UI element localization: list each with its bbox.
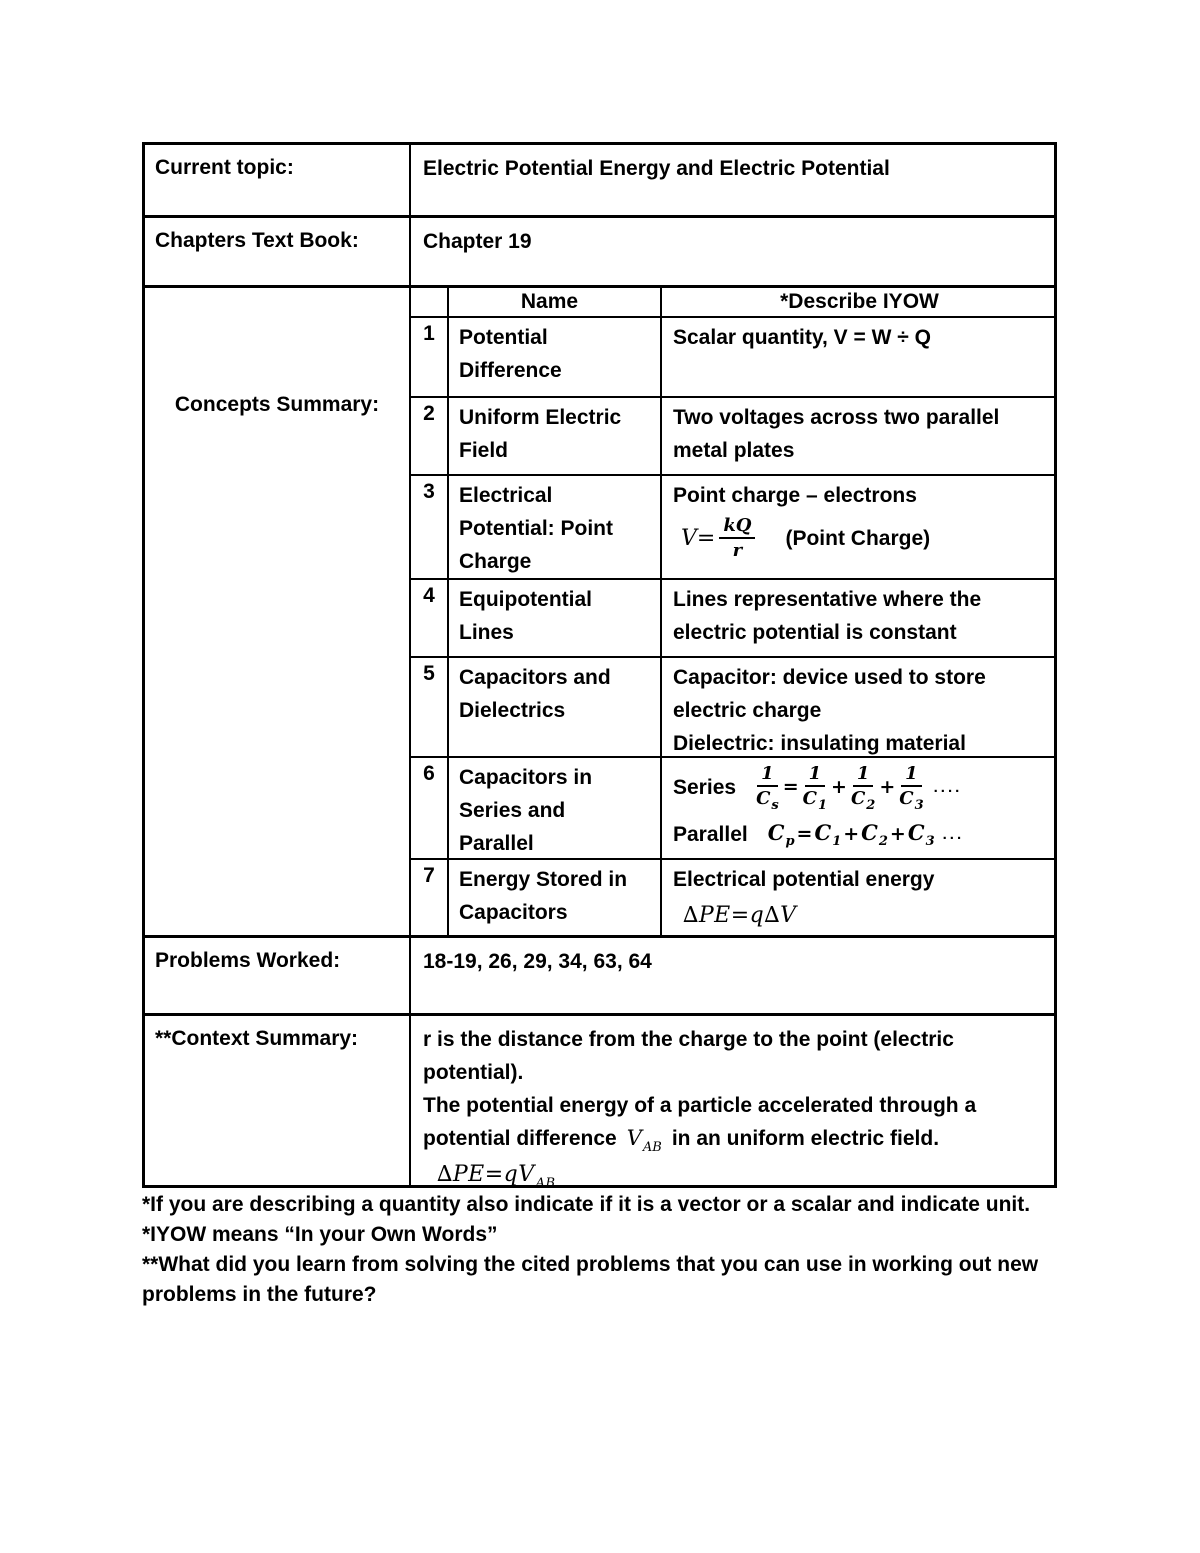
concept-number: 2 [423, 402, 435, 425]
concept-row-6 [411, 756, 1054, 858]
concept-row-2 [411, 396, 1054, 474]
formula-lhs: V= [681, 525, 716, 551]
voltage-symbol [626, 1126, 662, 1155]
fraction-denominator [803, 787, 827, 811]
concept-number: 1 [423, 322, 435, 345]
concept-describe [660, 860, 1054, 935]
describe-text: Electrical potential energy [673, 868, 935, 891]
current-topic-label: Current topic: [145, 145, 411, 215]
math-base: C [850, 788, 866, 809]
fraction [803, 763, 827, 811]
context-sentence-1: r is the distance from the charge to the point (electric potential). [423, 1028, 954, 1084]
math-subscript: 3 [914, 798, 924, 813]
concept-describe [660, 758, 1054, 858]
formula-suffix: (Point Charge) [785, 526, 931, 550]
concept-row-7 [411, 858, 1054, 935]
fraction [899, 763, 923, 811]
chapters-value: Chapter 19 [423, 230, 532, 253]
context-summary-value [411, 1016, 1054, 1191]
fraction-denominator [851, 787, 875, 811]
concept-row-4 [411, 578, 1054, 656]
fraction [756, 763, 779, 811]
problems-worked-label: Problems Worked: [145, 938, 411, 1013]
problems-worked-row [145, 935, 1054, 1013]
math-subscript: 2 [866, 798, 876, 813]
fraction-numerator: 1 [853, 763, 874, 787]
math-subscript: AB [642, 1140, 662, 1155]
concepts-header-row [411, 288, 1054, 316]
concept-describe: Scalar quantity, V = W ÷ Q [660, 318, 1054, 396]
concepts-header-number-cell [411, 288, 447, 316]
fraction-numerator: 1 [805, 763, 826, 787]
concept-name: Electrical Potential: Point Charge [447, 476, 660, 578]
math-subscript: 3 [925, 834, 935, 849]
math-base: C [861, 820, 878, 845]
concept-name: Capacitors in Series and Parallel [447, 758, 660, 858]
context-summary-label: **Context Summary: [145, 1016, 411, 1185]
formula-base: ∆PE=qV [437, 1162, 535, 1187]
concept-number: 3 [423, 480, 435, 503]
fraction-numerator: kQ [719, 515, 755, 539]
math-base: C [802, 788, 817, 809]
concept-number: 6 [423, 762, 435, 785]
fraction-denominator [756, 787, 779, 811]
concepts-header-describe: *Describe IYOW [660, 288, 1054, 316]
chapters-row [145, 215, 1054, 285]
equals-sign: = [782, 775, 799, 798]
plus-sign: + [889, 823, 906, 845]
math-subscript: 2 [878, 834, 888, 849]
math-base: V [626, 1126, 642, 1150]
fraction-denominator [899, 787, 923, 811]
math-term [908, 816, 935, 853]
current-topic-value: Electric Potential Energy and Electric Potential [423, 157, 890, 180]
concept-row-1 [411, 316, 1054, 396]
ellipsis-dots: ... [942, 826, 965, 843]
concept-row-3 [411, 474, 1054, 578]
problems-worked-value: 18-19, 26, 29, 34, 63, 64 [423, 950, 652, 973]
concept-name: Energy Stored in Capacitors [447, 860, 660, 935]
series-formula [673, 763, 1046, 811]
math-subscript: AB [535, 1176, 556, 1191]
concepts-summary-row [145, 285, 1054, 935]
fraction [719, 515, 755, 561]
context-sentence-2 [423, 1089, 1044, 1158]
fraction-denominator: r [732, 540, 743, 561]
context-summary-row [145, 1013, 1054, 1191]
math-term [814, 816, 841, 853]
describe-text-2: Dielectric: insulating material [673, 732, 966, 755]
ellipsis-dots: .... [933, 778, 963, 796]
math-subscript: 1 [832, 834, 842, 849]
math-base: C [899, 788, 914, 809]
math-term [861, 816, 888, 853]
math-base: C [756, 788, 771, 809]
parallel-formula [673, 816, 1046, 853]
concepts-table [411, 288, 1054, 935]
plus-sign: + [879, 775, 896, 798]
footnote-line-2: *IYOW means “In your Own Words” [142, 1223, 498, 1246]
concepts-summary-label: Concepts Summary: [145, 288, 411, 935]
footnote-line-1: *If you are describing a quantity also indicate if it is a vector or a scalar and indicate unit. [142, 1193, 1031, 1216]
footnotes [142, 1190, 1047, 1310]
series-label: Series [673, 775, 737, 799]
concept-describe: Two voltages across two parallel metal plates [660, 398, 1054, 474]
math-subscript: p [785, 834, 795, 849]
math-base: C [907, 820, 925, 845]
fraction-numerator: 1 [901, 763, 922, 787]
concept-name: Potential Difference [447, 318, 660, 396]
fraction [851, 763, 875, 811]
study-guide-table [142, 142, 1057, 1191]
context-sentence-2-pre: The potential energy of a particle accelerated through a potential difference [423, 1094, 977, 1150]
concept-describe: Lines representative where the electric potential is constant [660, 580, 1054, 656]
concept-number: 7 [423, 864, 435, 887]
math-term [768, 816, 795, 853]
concept-name: Capacitors and Dielectrics [447, 658, 660, 756]
concept-describe [660, 476, 1054, 578]
concept-row-5 [411, 656, 1054, 756]
footnote-line-3: **What did you learn from solving the cited problems that you can use in working out new problems in the future? [142, 1253, 1039, 1306]
concept-number: 5 [423, 662, 435, 685]
concept-describe [660, 658, 1054, 756]
point-charge-formula [673, 515, 1046, 561]
current-topic-row [145, 145, 1054, 215]
math-subscript: 1 [817, 798, 828, 813]
fraction-numerator: 1 [757, 763, 778, 787]
concept-number: 4 [423, 584, 435, 607]
describe-text: Capacitor: device used to store electric charge [673, 666, 986, 722]
concepts-header-name: Name [447, 288, 660, 316]
context-formula [437, 1158, 1044, 1194]
chapters-label: Chapters Text Book: [145, 218, 411, 285]
plus-sign: + [843, 823, 860, 845]
math-base: C [814, 820, 832, 845]
plus-sign: + [831, 775, 847, 798]
equals-sign: = [796, 823, 813, 845]
energy-formula: ∆PE=q∆V [683, 903, 797, 928]
concept-name: Uniform Electric Field [447, 398, 660, 474]
math-base: C [767, 820, 785, 845]
describe-text: Point charge – electrons [673, 484, 917, 507]
math-subscript: s [771, 798, 779, 813]
parallel-label: Parallel [673, 823, 748, 846]
context-sentence-2-post: in an uniform electric field. [671, 1127, 940, 1150]
concept-name: Equipotential Lines [447, 580, 660, 656]
